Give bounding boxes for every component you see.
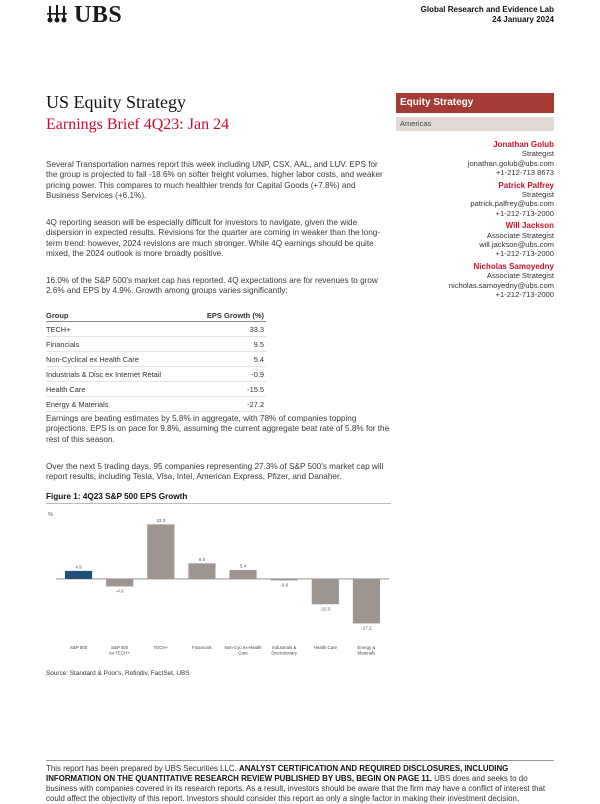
col-header-group: Group [46, 309, 191, 322]
cell-eps: 33.3 [191, 322, 266, 337]
category-label: Energy & [357, 645, 376, 650]
data-label: -15.5 [320, 606, 331, 612]
table-row [46, 337, 266, 352]
doc-subtitle: Earnings Brief 4Q23: Jan 24 [46, 116, 230, 133]
analyst-card [384, 181, 554, 219]
category-label: Discretionary [271, 650, 297, 656]
ubs-keys-icon [46, 4, 68, 26]
table-row [46, 397, 266, 412]
analyst-name: Nicholas Samoyedny [473, 261, 554, 271]
category-label: Non-Cyc ex-Health [224, 645, 262, 650]
logo-text: UBS [74, 2, 123, 28]
analyst-email[interactable]: jonathan.golub@ubs.com [467, 158, 554, 168]
analyst-phone: +1-212-713 8673 [495, 168, 554, 178]
category-label: ex-TECH+ [109, 650, 130, 656]
analyst-card [384, 140, 554, 178]
analyst-list [384, 140, 554, 303]
analyst-name: Will Jackson [505, 221, 554, 231]
table-row [46, 352, 266, 367]
category-label: TECH+ [153, 645, 169, 650]
footer-lead: This report has been prepared by UBS Securities LLC. [46, 764, 237, 773]
cell-eps: -0.9 [191, 367, 266, 382]
analyst-name: Patrick Palfrey [498, 180, 554, 190]
cell-eps: -15.5 [191, 382, 266, 397]
cell-group: Energy & Materials [46, 397, 191, 412]
figure-rule [46, 503, 391, 504]
category-label: Care [238, 650, 248, 656]
paragraph-upcoming: Over the next 5 trading days, 95 companies representing 27.3% of S&P 500's market cap will report results, including Tesla, Visa, Intel, American Express, Pfizer, and Danaher. [46, 462, 384, 482]
paragraph-reporting: 4Q reporting season will be especially difficult for investors to navigate, given the wide dispersion in expected results. Revisions for the quarter are coming in weaker than the long-term trend: however, 2024 revisions are much stronger. While 4Q earnings should be quite mixed, the 2024 outlook is more broadly positive. [46, 218, 381, 259]
category-label: Financials [192, 645, 212, 650]
cell-eps: 5.4 [191, 352, 266, 367]
analyst-email[interactable]: patrick.palfrey@ubs.com [470, 199, 554, 209]
table-row [46, 367, 266, 382]
chart-bar [188, 563, 215, 579]
chart-bar [312, 579, 339, 604]
data-label: -4.6 [115, 588, 124, 594]
division-label: Global Research and Evidence Lab [420, 5, 554, 14]
data-label: 9.5 [198, 556, 206, 562]
cell-eps: 9.5 [191, 337, 266, 352]
footer-rule [46, 760, 554, 761]
analyst-phone: +1-212-713-2000 [495, 208, 554, 218]
analyst-role: Strategist [521, 190, 554, 200]
table-header-row [46, 309, 266, 322]
paragraph-market-cap: 16.0% of the S&P 500's market cap has reported. 4Q expectations are for revenues to grow 2.6% and EPS by 4.9%. Growth among groups varies significantly: [46, 276, 378, 296]
chart-bar [229, 570, 256, 579]
cell-group: Industrials & Disc ex Internet Retail [46, 367, 191, 382]
analyst-role: Strategist [521, 149, 554, 159]
y-axis-label: % [48, 512, 53, 518]
analyst-card [384, 262, 554, 300]
col-header-eps: EPS Growth (%) [191, 309, 266, 322]
cell-group: TECH+ [46, 322, 191, 337]
table-row [46, 322, 266, 337]
analyst-phone: +1-212-713-2000 [495, 290, 554, 300]
analyst-email[interactable]: nicholas.samoyedny@ubs.com [448, 280, 554, 290]
footer-tail: UBS does and seeks to do business with companies covered in its research reports. As a result, investors should be aware that the firm may have a conflict of interest that could affect the objectivity of this report. Investors should consider this report as only a single factor in making their investment decision. [46, 774, 546, 803]
category-label: Materials [357, 650, 376, 656]
analyst-role: Associate Strategist [486, 230, 554, 240]
data-label: 4.9 [75, 564, 82, 570]
eps-growth-chart [46, 506, 391, 664]
analyst-email[interactable]: will.jackson@ubs.com [479, 240, 554, 250]
cell-group: Health Care [46, 382, 191, 397]
footer-bold[interactable]: ANALYST CERTIFICATION AND REQUIRED DISCLOSURES, INCLUDING INFORMATION ON THE QUANTITATIVE RESEARCH REVIEW PUBLISHED BY UBS, BEGIN ON PAGE 11. [46, 764, 509, 783]
analyst-card [384, 221, 554, 259]
section-band: Equity Strategy [396, 93, 554, 113]
figure-source: Source: Standard & Poor's, Refinitiv, FactSet, UBS [46, 670, 190, 677]
data-label: -0.9 [280, 582, 289, 588]
data-label: -27.2 [361, 625, 372, 631]
category-label: S&P 500 [111, 645, 129, 650]
chart-bar [65, 571, 92, 579]
paragraph-beats: Earnings are beating estimates by 5.8% in aggregate, with 78% of companies topping projections. EPS is on pace for 9.8%, assuming the current aggregate beat rate of 5.8% for the rest of this season. [46, 414, 390, 444]
region-label: Americas [396, 117, 554, 131]
data-label: 5.4 [239, 563, 247, 569]
ubs-logo [46, 4, 122, 26]
category-label: S&P 500 [69, 645, 88, 650]
cell-group: Financials [46, 337, 191, 352]
analyst-phone: +1-212-713-2000 [495, 249, 554, 259]
table-row [46, 382, 266, 397]
doc-title: US Equity Strategy [46, 92, 186, 112]
category-label: Industrials & [272, 645, 297, 650]
paragraph-transport: Several Transportation names report this week including UNP, CSX, AAL, and LUV. EPS for the group is projected to fall -18.6% on softer freight volumes, higher labor costs, and weaker pricing power. This compares to much healthier trends for Capital Goods (+7.8%) and Business Services (+6.1%). [46, 160, 383, 201]
chart-bar [147, 524, 174, 578]
disclosure-footer [46, 764, 556, 804]
analyst-role: Associate Strategist [486, 271, 554, 281]
analyst-name: Jonathan Golub [493, 140, 554, 149]
chart-bar [271, 579, 298, 580]
report-date: 24 January 2024 [492, 15, 554, 24]
chart-bar [106, 579, 133, 587]
eps-growth-table [46, 309, 266, 412]
data-label: 33.3 [156, 517, 166, 523]
chart-bar [353, 579, 380, 624]
header-meta [421, 5, 554, 25]
cell-eps: -27.2 [191, 397, 266, 412]
category-label: Health Care [313, 645, 338, 650]
cell-group: Non-Cyclical ex Health Care [46, 352, 191, 367]
figure-title: Figure 1: 4Q23 S&P 500 EPS Growth [46, 492, 188, 501]
